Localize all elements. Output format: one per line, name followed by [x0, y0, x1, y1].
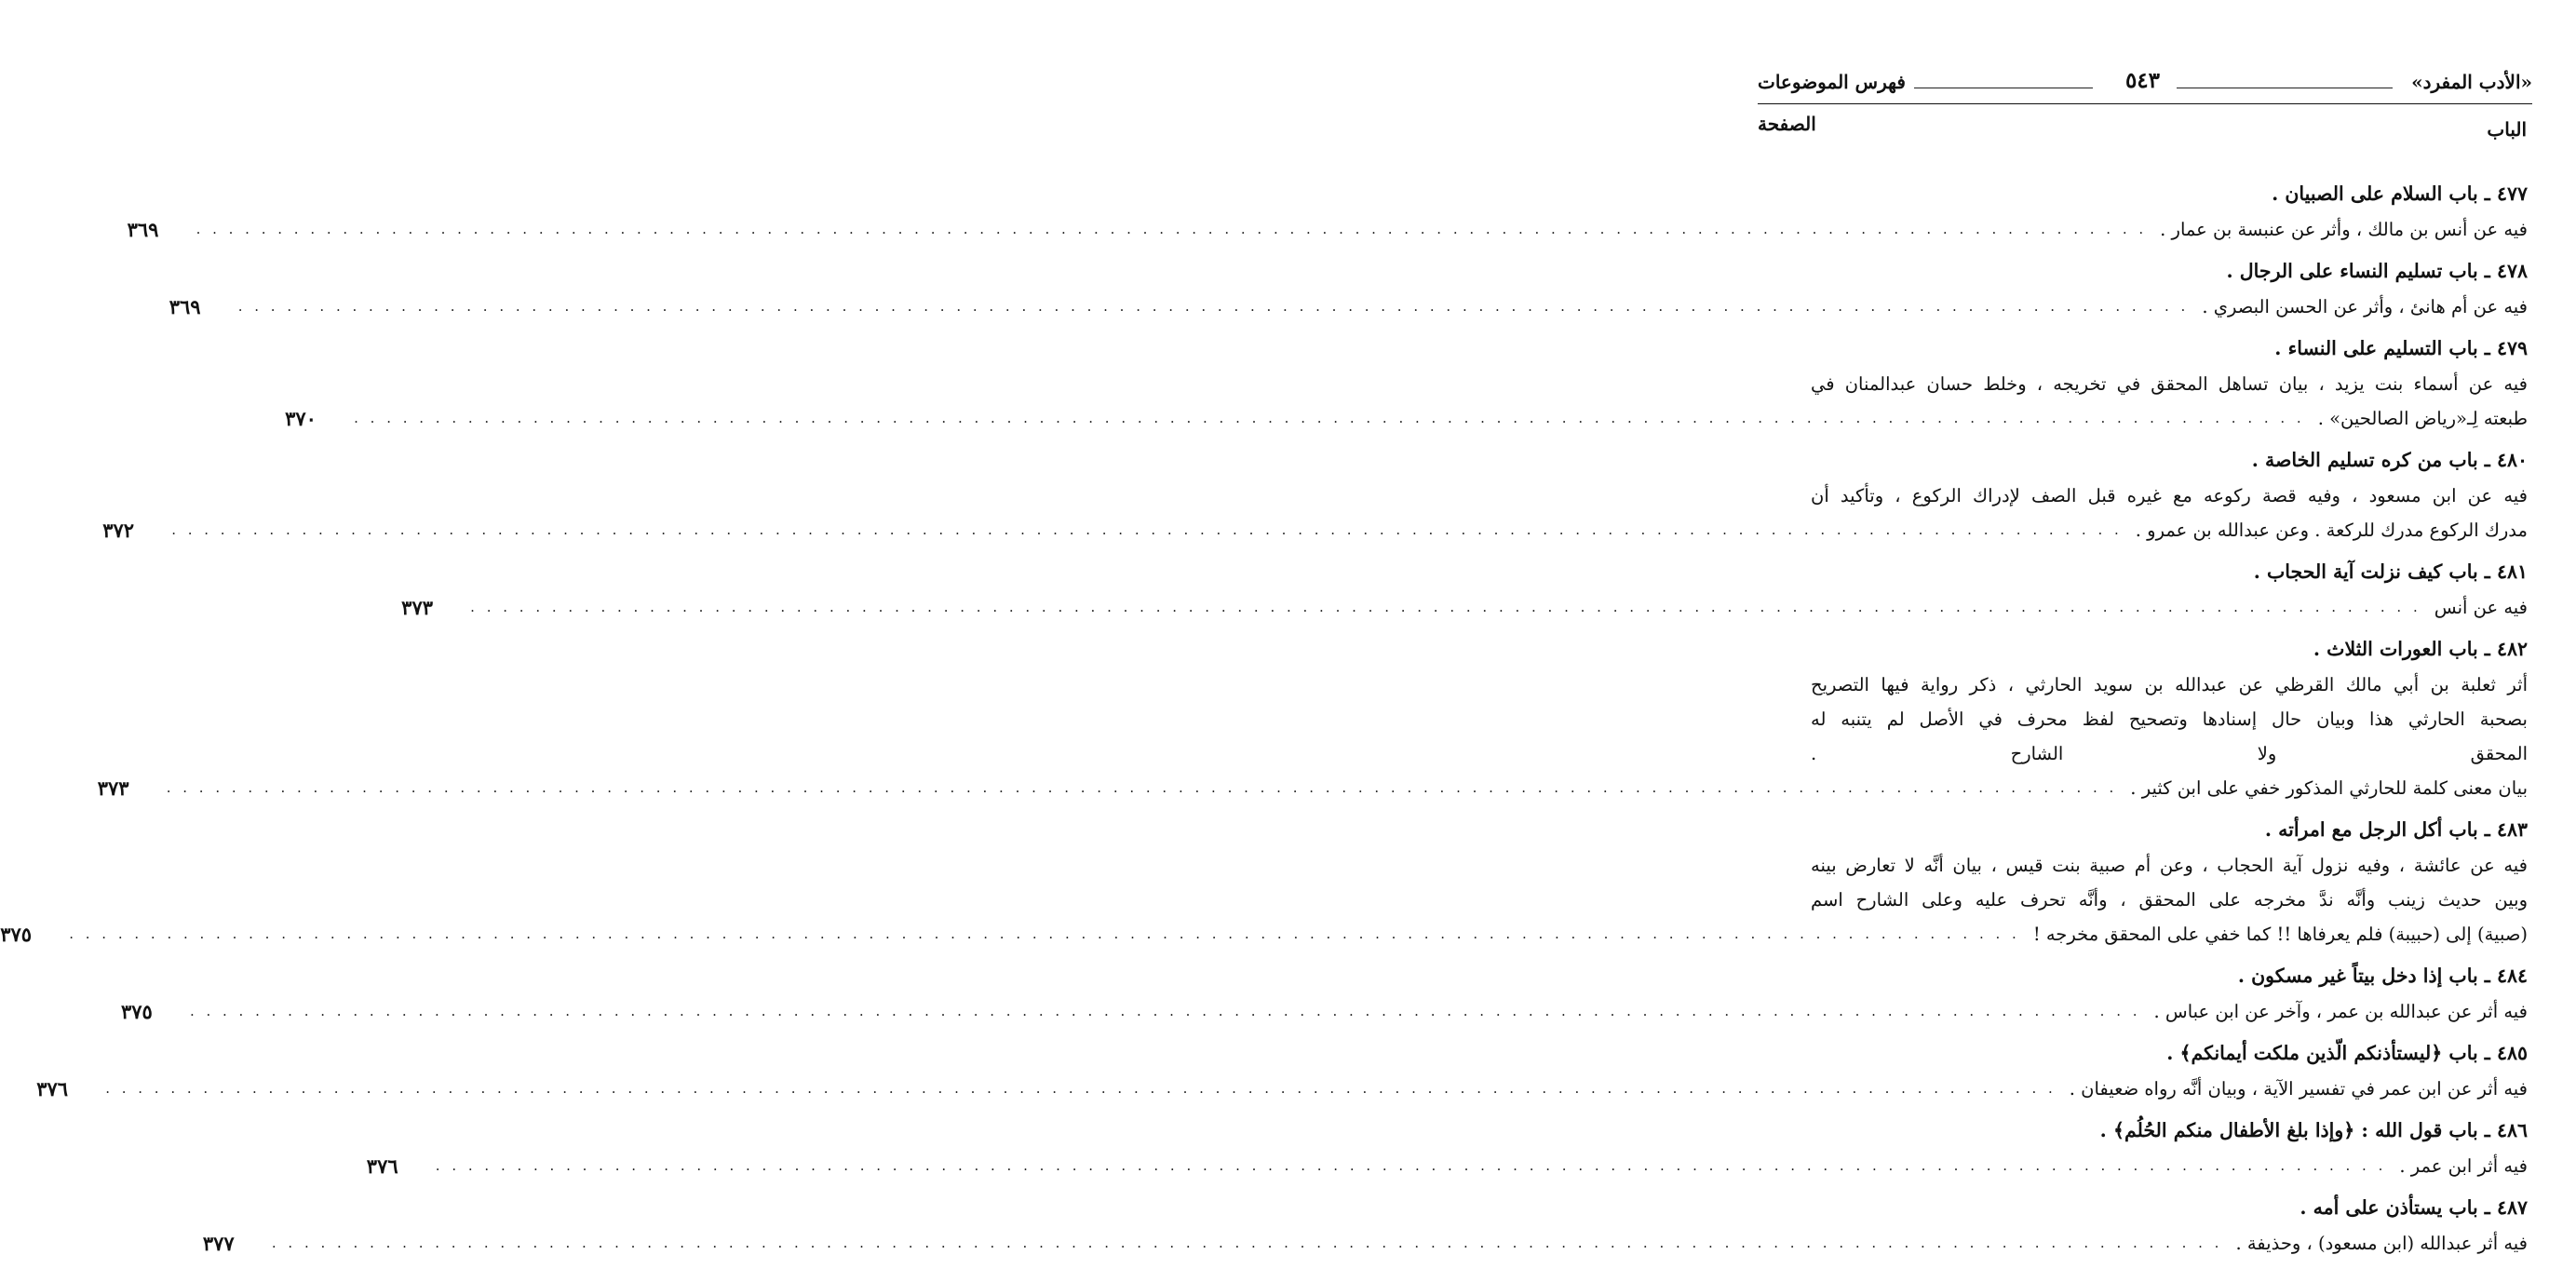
chapter-number-separator: ـ — [2477, 965, 2497, 987]
description-text: بيان معنى كلمة للحارثي المذكور خفي على ابن كثير . — [2130, 777, 2528, 799]
dot-leader: . . . . . . . . . . . . . . . . . . . . . . . . . . . . . . . . . . . . . . . . . . . . . . . . . . . . . . . . . . . . . . . . . . . . . . . . . . . . . . . . . . . . . . . . . . . . . . . . . . . . . . . . . . . . . . . . . . . . . . . . — [171, 521, 2123, 538]
dot-leader: . . . . . . . . . . . . . . . . . . . . . . . . . . . . . . . . . . . . . . . . . . . . . . . . . . . . . . . . . . . . . . . . . . . . . . . . . . . . . . . . . . . . . . . . . . . . . . . . . . . . . . . . . . . . . . . . . . . . . . . . — [470, 599, 2421, 615]
description-line-with-page — [285, 401, 2528, 436]
page-reference: ٣٧٦ — [36, 1077, 69, 1100]
chapter-title-text: باب كيف نزلت آية الحجاب . — [2253, 560, 2478, 583]
chapter-title — [1749, 1034, 2528, 1072]
chapter-number: ٤٨٧ — [2496, 1196, 2528, 1219]
page-reference: ٣٦٩ — [127, 218, 159, 241]
chapter-number-separator: ـ — [2477, 182, 2497, 205]
description-line: فيه عن عائشة ، وفيه نزول آية الحجاب ، وعن أم صبية بنت قيس ، بيان أنَّه لا تعارض بينه — [1811, 855, 2528, 876]
chapter-number: ٤٨٢ — [2496, 638, 2528, 660]
toc-entry — [120, 957, 2528, 1034]
chapter-number-separator: ـ — [2477, 1196, 2497, 1219]
dot-leader: . . . . . . . . . . . . . . . . . . . . . . . . . . . . . . . . . . . . . . . . . . . . . . . . . . . . . . . . . . . . . . . . . . . . . . . . . . . . . . . . . . . . . . . . . . . . . . . . . . . . . . . . . . . . . . . . . . . . . . . . — [105, 1080, 2057, 1097]
page-reference: ٣٧٦ — [366, 1154, 398, 1178]
section-title: فهرس الموضوعات — [1758, 71, 1906, 93]
description-line-with-page — [366, 1149, 2528, 1183]
description-line-with-page — [102, 513, 2528, 547]
description-text: فيه عن أنس بن مالك ، وأثر عن عنبسة بن عمار . — [2160, 219, 2528, 240]
chapter-number: ٤٨٥ — [2496, 1042, 2528, 1064]
chapter-number: ٤٨٦ — [2496, 1119, 2528, 1141]
chapter-title — [1749, 175, 2528, 212]
chapter-title-text: باب العورات الثلاث . — [2313, 638, 2478, 660]
chapter-title — [1749, 811, 2528, 848]
chapter-number: ٤٨٤ — [2496, 965, 2528, 987]
chapter-number-separator: ـ — [2477, 560, 2497, 583]
chapter-number-separator: ـ — [2477, 1119, 2497, 1141]
description-line-with-page — [0, 917, 2528, 951]
dot-leader: . . . . . . . . . . . . . . . . . . . . . . . . . . . . . . . . . . . . . . . . . . . . . . . . . . . . . . . . . . . . . . . . . . . . . . . . . . . . . . . . . . . . . . . . . . . . . . . . . . . . . . . . . . . . . . . . . . . . . . . . — [189, 1003, 2141, 1019]
dot-leader: . . . . . . . . . . . . . . . . . . . . . . . . . . . . . . . . . . . . . . . . . . . . . . . . . . . . . . . . . . . . . . . . . . . . . . . . . . . . . . . . . . . . . . . . . . . . . . . . . . . . . . . . . . . . . . . . . . . . . . . . — [435, 1157, 2387, 1174]
toc-entry — [0, 811, 2528, 957]
description-line-with-page — [202, 1226, 2528, 1261]
header-divider — [1758, 103, 2532, 104]
toc-entry — [285, 330, 2528, 441]
page-reference: ٣٧٥ — [120, 1000, 153, 1023]
description-line-with-page — [169, 290, 2528, 324]
chapter-title-text: باب من كره تسليم الخاصة . — [2251, 449, 2478, 471]
entry-spacer — [1749, 1261, 2528, 1266]
column-chapter-label: الباب — [2487, 118, 2527, 141]
chapter-title — [1749, 553, 2528, 590]
description-line-with-page — [120, 994, 2528, 1029]
description-line-with-page — [401, 590, 2528, 625]
page-reference: ٣٧٧ — [202, 1232, 235, 1255]
dot-leader: . . . . . . . . . . . . . . . . . . . . . . . . . . . . . . . . . . . . . . . . . . . . . . . . . . . . . . . . . . . . . . . . . . . . . . . . . . . . . . . . . . . . . . . . . . . . . . . . . . . . . . . . . . . . . . . . . . . . . . . . — [354, 410, 2305, 426]
description-text: فيه أثر ابن عمر . — [2399, 1155, 2528, 1177]
chapter-title — [1749, 957, 2528, 994]
page-reference: ٣٧٠ — [285, 407, 317, 430]
running-header — [1758, 65, 2532, 99]
dot-leader: . . . . . . . . . . . . . . . . . . . . . . . . . . . . . . . . . . . . . . . . . . . . . . . . . . . . . . . . . . . . . . . . . . . . . . . . . . . . . . . . . . . . . . . . . . . . . . . . . . . . . . . . . . . . . . . . . . . . . . . . — [196, 221, 2148, 237]
chapter-title — [1749, 1112, 2528, 1149]
page-reference: ٣٧٣ — [401, 596, 434, 619]
chapter-number: ٤٨١ — [2496, 560, 2528, 583]
book-title: «الأدب المفرد» — [2411, 71, 2532, 93]
chapter-title-text: باب إذا دخل بيتاً غير مسكون . — [2237, 965, 2478, 987]
page-reference: ٣٦٩ — [169, 295, 201, 318]
chapter-title — [1749, 252, 2528, 290]
toc-entry — [97, 630, 2528, 811]
chapter-number-separator: ـ — [2477, 1042, 2497, 1064]
toc-entry — [36, 1034, 2528, 1112]
description-line: بصحبة الحارثي هذا وبيان حال إسنادها وتصحيح لفظ محرف في الأصل لم يتنبه له — [1811, 708, 2528, 730]
chapter-number-separator: ـ — [2477, 260, 2497, 282]
description-text: فيه أثر عن عبدالله بن عمر ، وآخر عن ابن عباس . — [2153, 1001, 2528, 1022]
chapter-number-separator: ـ — [2477, 449, 2497, 471]
description-line: أثر ثعلبة بن أبي مالك القرظي عن عبدالله بن سويد الحارثي ، ذكر رواية فيها التصريح — [1811, 674, 2528, 695]
toc-entry — [366, 1112, 2528, 1189]
chapter-title-text: باب التسليم على النساء . — [2274, 337, 2478, 359]
column-page-label: الصفحة — [1758, 113, 1816, 135]
description-line-with-page — [127, 212, 2528, 247]
chapter-title-text: باب ﴿ليستأذنكم الّذين ملكت أيمانكم﴾ . — [2166, 1042, 2478, 1064]
chapter-title-text: باب أكل الرجل مع امرأته . — [2264, 818, 2478, 841]
description-text: فيه عن أم هانئ ، وأثر عن الحسن البصري . — [2202, 296, 2528, 317]
chapter-number: ٤٧٧ — [2496, 182, 2528, 205]
chapter-title-text: باب يستأذن على أمه . — [2300, 1196, 2478, 1219]
chapter-title — [1749, 441, 2528, 479]
chapter-number: ٤٧٨ — [2496, 260, 2528, 282]
chapter-number-separator: ـ — [2477, 818, 2497, 841]
chapter-number: ٤٨٠ — [2496, 449, 2528, 471]
dot-leader: . . . . . . . . . . . . . . . . . . . . . . . . . . . . . . . . . . . . . . . . . . . . . . . . . . . . . . . . . . . . . . . . . . . . . . . . . . . . . . . . . . . . . . . . . . . . . . . . . . . . . . . . . . . . . . . . . . . . . . . . — [166, 779, 2118, 796]
description-text: فيه أثر عن ابن عمر في تفسير الآية ، وبيان أنَّه رواه ضعيفان . — [2069, 1078, 2528, 1100]
toc-entry — [169, 252, 2528, 330]
description-line: فيه عن ابن مسعود ، وفيه قصة ركوعه مع غيره قبل الصف لإدراك الركوع ، وتأكيد أن — [1811, 485, 2528, 506]
chapter-number: ٤٧٩ — [2496, 337, 2528, 359]
toc-entry — [401, 553, 2528, 630]
chapter-title — [1749, 330, 2528, 367]
description-line: وبين حديث زينب وأنَّه ندَّ مخرجه على المحقق ، وأنَّه تحرف عليه وعلى الشارح اسم — [1811, 889, 2528, 911]
description-line: فيه عن أسماء بنت يزيد ، بيان تساهل المحقق في تخريجه ، وخلط حسان عبدالمنان في — [1811, 373, 2528, 395]
description-text: (صبية) إلى (حبيبة) فلم يعرفاها !! كما خفي على المحقق مخرجه ! — [2032, 924, 2528, 945]
description-text: مدرك الركوع مدرك للركعة . وعن عبدالله بن عمرو . — [2135, 520, 2528, 541]
page-number: ٥٤٣ — [2124, 68, 2160, 93]
toc-entry — [102, 441, 2528, 553]
chapter-title-text: باب السلام على الصبيان . — [2272, 182, 2478, 205]
dot-leader: . . . . . . . . . . . . . . . . . . . . . . . . . . . . . . . . . . . . . . . . . . . . . . . . . . . . . . . . . . . . . . . . . . . . . . . . . . . . . . . . . . . . . . . . . . . . . . . . . . . . . . . . . . . . . . . . . . . . . . . . — [69, 925, 2020, 942]
page-reference: ٣٧٣ — [97, 776, 129, 800]
description-text: فيه أثر عبدالله (ابن مسعود) ، وحذيفة . — [2235, 1233, 2528, 1254]
chapter-number-separator: ـ — [2477, 638, 2497, 660]
description-text: فيه عن أنس — [2434, 597, 2528, 618]
chapter-title — [1749, 630, 2528, 668]
description-line-with-page — [36, 1072, 2528, 1106]
toc-entries — [0, 175, 2528, 1266]
chapter-title-text: باب قول الله : ﴿وإذا بلغ الأطفال منكم الحُلُم﴾ . — [2099, 1119, 2478, 1141]
toc-entry — [127, 175, 2528, 252]
description-text: طبعته لِـ«رياض الصالحين» . — [2317, 408, 2528, 429]
dot-leader: . . . . . . . . . . . . . . . . . . . . . . . . . . . . . . . . . . . . . . . . . . . . . . . . . . . . . . . . . . . . . . . . . . . . . . . . . . . . . . . . . . . . . . . . . . . . . . . . . . . . . . . . . . . . . . . . . . . . . . . . — [271, 1235, 2223, 1251]
dot-leader: . . . . . . . . . . . . . . . . . . . . . . . . . . . . . . . . . . . . . . . . . . . . . . . . . . . . . . . . . . . . . . . . . . . . . . . . . . . . . . . . . . . . . . . . . . . . . . . . . . . . . . . . . . . . . . . . . . . . . . . . — [237, 298, 2190, 315]
chapter-number-separator: ـ — [2477, 337, 2497, 359]
page-reference: ٣٧٢ — [102, 519, 135, 542]
chapter-number: ٤٨٣ — [2496, 818, 2528, 841]
description-line-with-page — [97, 771, 2528, 805]
chapter-title — [1749, 1189, 2528, 1226]
description-line: المحقق ولا الشارح . — [1811, 743, 2528, 764]
chapter-title-text: باب تسليم النساء على الرجال . — [2226, 260, 2478, 282]
column-headers — [1758, 113, 2532, 146]
toc-entry — [202, 1189, 2528, 1266]
page-reference: ٣٧٥ — [0, 923, 33, 946]
